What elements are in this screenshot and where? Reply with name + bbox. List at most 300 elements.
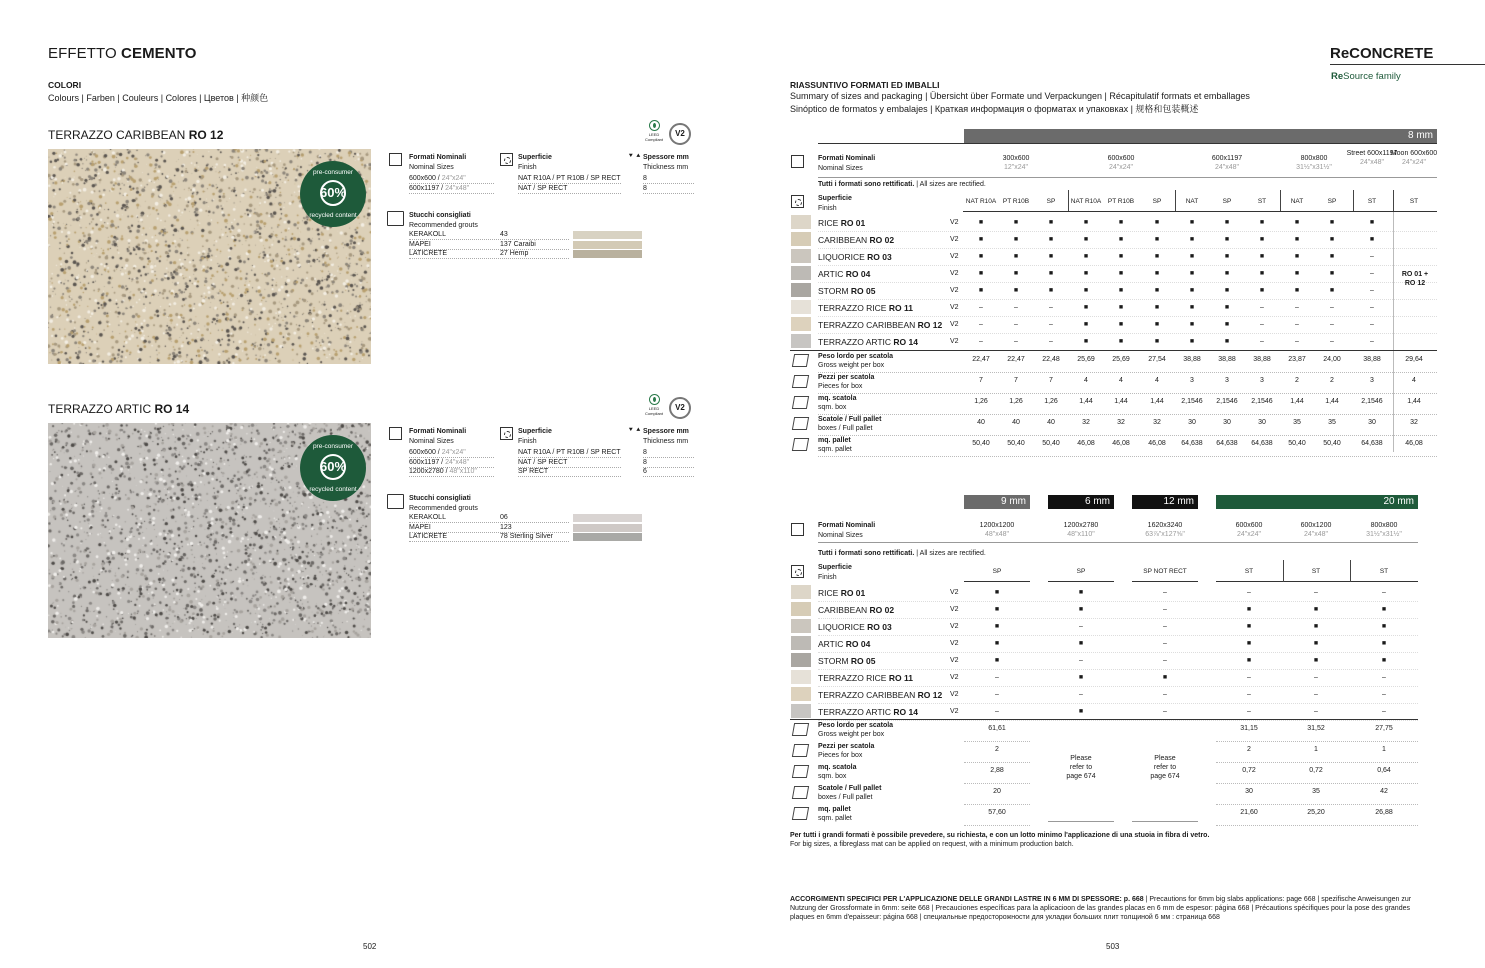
family-logo: ReSource family xyxy=(1331,71,1401,82)
availability-cell: ■ xyxy=(1294,236,1300,243)
size-mm: Street 600x1197 xyxy=(1346,150,1398,157)
grouts-subtitle: Recommended grouts xyxy=(409,504,478,512)
availability-cell: ■ xyxy=(1162,674,1168,681)
leed-icon xyxy=(645,120,663,146)
pack-value: 50,40 xyxy=(1288,440,1306,447)
availability-cell: ■ xyxy=(1259,219,1265,226)
color-prefix: TERRAZZO RICE xyxy=(818,303,887,313)
pack-value: 32 xyxy=(1153,419,1161,426)
availability-cell: – xyxy=(1163,623,1167,630)
pack-value: 26,88 xyxy=(1375,809,1393,816)
leed-label: LEED Compliant xyxy=(645,132,664,142)
availability-cell: ■ xyxy=(1154,270,1160,277)
row-divider xyxy=(643,476,694,477)
formats-title: Formati Nominali xyxy=(818,155,876,162)
pack-label xyxy=(818,415,881,433)
pack-subtitle: sqm. pallet xyxy=(818,446,852,453)
availability-cell: ■ xyxy=(1083,321,1089,328)
pack-value: 2,1546 xyxy=(1251,398,1273,405)
pack-value: 7 xyxy=(1014,377,1018,384)
row-divider xyxy=(964,741,1030,742)
finish-icon xyxy=(500,153,513,166)
tile-color-swatch xyxy=(791,585,811,599)
badge-top-text: pre-consumer xyxy=(312,443,354,450)
grout-brand: LATICRETE xyxy=(409,250,447,257)
rectified-rest: | All sizes are rectified. xyxy=(916,550,986,557)
finish-col-label: SP xyxy=(1046,198,1056,205)
size-inch: 24"x24" xyxy=(441,449,466,456)
thickness-value: 8 xyxy=(643,175,647,182)
pack-value: 40 xyxy=(1047,419,1055,426)
pack-value: 2,1546 xyxy=(1361,398,1383,405)
tile-color-swatch xyxy=(791,334,811,348)
size-mm: 800x800 xyxy=(1370,522,1398,529)
format-size xyxy=(1284,154,1344,172)
finish-title: Superficie xyxy=(518,428,552,435)
colori-subtitle: Colours | Farben | Couleurs | Colores | Цветов | 种颜色 xyxy=(48,93,269,103)
size-mm: 1620x3240 xyxy=(1147,522,1183,529)
availability-cell: – xyxy=(1049,321,1053,328)
availability-cell: ■ xyxy=(1154,236,1160,243)
availability-cell: – xyxy=(1295,321,1299,328)
finish-col-label: ST xyxy=(1379,568,1389,575)
availability-cell: ■ xyxy=(1048,219,1054,226)
availability-cell: ■ xyxy=(1329,270,1335,277)
pack-value: 25,69 xyxy=(1077,356,1095,363)
availability-cell: – xyxy=(995,708,999,715)
finish-subtitle: Finish xyxy=(818,204,837,212)
availability-cell: – xyxy=(1163,708,1167,715)
v2-label: V2 xyxy=(950,270,959,277)
availability-cell: ■ xyxy=(1083,236,1089,243)
row-divider xyxy=(409,193,494,194)
finish-col-label: SP xyxy=(1327,198,1337,205)
availability-cell: ■ xyxy=(1013,219,1019,226)
availability-cell: ■ xyxy=(1246,606,1252,613)
availability-cell: – xyxy=(1247,589,1251,596)
box-icon xyxy=(792,723,809,736)
color-name xyxy=(818,286,876,296)
pack-value: 29,64 xyxy=(1405,356,1423,363)
color-prefix: LIQUORICE xyxy=(818,252,865,262)
availability-cell: ■ xyxy=(1224,287,1230,294)
availability-cell: – xyxy=(1370,338,1374,345)
pack-value: 38,88 xyxy=(1218,356,1236,363)
grout-color-swatch xyxy=(573,231,642,239)
v2-label: V2 xyxy=(950,640,959,647)
pack-value: 50,40 xyxy=(972,440,990,447)
v2-label: V2 xyxy=(950,589,959,596)
color-name xyxy=(818,673,913,683)
color-prefix: TERRAZZO CARIBBEAN xyxy=(818,690,916,700)
color-prefix: RICE xyxy=(818,588,839,598)
pack-value: 2 xyxy=(1295,377,1299,384)
availability-cell: ■ xyxy=(1313,623,1319,630)
thickness-bar: 6 mm xyxy=(1048,495,1114,509)
availability-cell: – xyxy=(1370,253,1374,260)
availability-cell: ■ xyxy=(1329,219,1335,226)
availability-cell: ■ xyxy=(1189,321,1195,328)
color-name xyxy=(818,337,918,347)
pack-value: 30 xyxy=(1258,419,1266,426)
availability-cell: ■ xyxy=(994,640,1000,647)
v2-icon: V2 xyxy=(669,397,691,419)
v2-label: V2 xyxy=(950,338,959,345)
thickness-icon: ⯆ ⯅ xyxy=(628,427,642,434)
pack-value: 31,52 xyxy=(1307,725,1325,732)
color-prefix: TERRAZZO ARTIC xyxy=(818,707,892,717)
formats-header xyxy=(818,521,875,540)
availability-cell: ■ xyxy=(1313,606,1319,613)
pack-value: 1,26 xyxy=(974,398,988,405)
row-divider xyxy=(818,414,1437,415)
pack-value: 32 xyxy=(1410,419,1418,426)
pack-value: 25,69 xyxy=(1112,356,1130,363)
pack-value: 30 xyxy=(1223,419,1231,426)
finish-subtitle: Finish xyxy=(818,573,837,581)
row-divider xyxy=(818,686,1418,687)
size-inch: 24"x48" xyxy=(1214,164,1240,171)
pack-value: 32 xyxy=(1082,419,1090,426)
availability-cell: – xyxy=(1247,708,1251,715)
grout-color-swatch xyxy=(573,524,642,532)
color-code: RO 11 xyxy=(888,303,913,313)
badge-bottom-text: recycled content xyxy=(309,212,357,219)
row-divider xyxy=(643,467,694,468)
color-name xyxy=(818,707,918,717)
availability-cell: – xyxy=(1049,338,1053,345)
box-icon xyxy=(792,438,809,451)
pack-value: 23,87 xyxy=(1288,356,1306,363)
v2-label: V2 xyxy=(950,606,959,613)
format-size xyxy=(986,154,1046,172)
thickness-bar: 9 mm xyxy=(964,495,1030,509)
grouts-header xyxy=(409,494,478,513)
brand-divider xyxy=(1330,64,1485,65)
size-inch: 48"x110" xyxy=(1067,531,1095,538)
v2-label: V2 xyxy=(950,708,959,715)
pack-value: 64,638 xyxy=(1251,440,1273,447)
size-mm: 1200x2780 xyxy=(1063,522,1099,529)
pack-title: mq. pallet xyxy=(818,806,851,813)
pack-value: 38,88 xyxy=(1253,356,1271,363)
pack-value: 7 xyxy=(979,377,983,384)
availability-cell: ■ xyxy=(1294,287,1300,294)
color-code: RO 05 xyxy=(850,656,876,666)
pack-value: 57,60 xyxy=(988,809,1006,816)
availability-cell: ■ xyxy=(1224,270,1230,277)
grout-brand: MAPEI xyxy=(409,523,431,531)
finish-header xyxy=(818,194,852,213)
availability-cell: ■ xyxy=(1048,287,1054,294)
header-rule xyxy=(818,177,1437,178)
size-mm: Moon 600x600 xyxy=(1390,150,1438,157)
tile-color-swatch xyxy=(791,704,811,718)
color-code: RO 01 xyxy=(840,218,866,228)
column-divider xyxy=(1175,190,1176,212)
precautions-note: ACCORGIMENTI SPECIFICI PER L'APPLICAZIONE DELLE GRANDI LASTRE IN 6 MM DI SPESSORE: p. 668 | Precautions for 6mm big slabs applications: page 668 | spezifische Anweisungen zur Nutzung der Grossformate in 6mm: seite 668 | Precauciones específicas para la aplicacioon de las grandes placas en 6 mm de espesor: página 668 | Précautions spécifiques pour la pose des grandes plaques en 6mm d'epaisseur: página 668 | специальные предосторожности для укладки больших плит толщиной 6 мм : страница 668 xyxy=(790,896,1412,921)
color-prefix: CARIBBEAN xyxy=(818,235,868,245)
product-code: RO 14 xyxy=(154,402,190,416)
pack-label xyxy=(818,394,857,412)
pack-value: 46,08 xyxy=(1148,440,1166,447)
size-mm: 600x1200 xyxy=(1300,522,1332,529)
formats-title: Formati Nominali xyxy=(818,522,876,529)
availability-cell: ■ xyxy=(1083,253,1089,260)
finish-rule xyxy=(1048,581,1114,582)
finish-col-label: SP xyxy=(1076,568,1086,575)
availability-cell: ■ xyxy=(1078,708,1084,715)
availability-cell: ■ xyxy=(1381,606,1387,613)
size-mm: 300x600 xyxy=(1002,155,1030,162)
pack-value: 21,60 xyxy=(1240,809,1258,816)
availability-cell: – xyxy=(1014,321,1018,328)
tile-color-swatch xyxy=(791,249,811,263)
availability-cell: ■ xyxy=(1189,270,1195,277)
v2-label: V2 xyxy=(950,321,959,328)
pack-label xyxy=(818,763,857,781)
availability-cell: ■ xyxy=(1078,674,1084,681)
v2-label: V2 xyxy=(950,691,959,698)
availability-cell: ■ xyxy=(1118,338,1124,345)
formats-subtitle: Nominal Sizes xyxy=(409,437,454,445)
row-divider xyxy=(818,333,1437,334)
availability-cell: ■ xyxy=(1189,253,1195,260)
color-prefix: CARIBBEAN xyxy=(818,605,868,615)
row-divider xyxy=(1216,804,1418,805)
format-size xyxy=(1352,521,1416,539)
color-name xyxy=(818,218,865,228)
format-icon xyxy=(791,155,804,168)
pack-value: 20 xyxy=(993,788,1001,795)
product-title xyxy=(48,128,223,142)
format-icon xyxy=(389,153,402,166)
availability-cell: – xyxy=(1163,657,1167,664)
row-divider xyxy=(964,783,1030,784)
refer-note: Please refer to page 674 xyxy=(1066,755,1096,780)
pack-value: 7 xyxy=(1049,377,1053,384)
row-divider xyxy=(409,258,569,259)
availability-cell: ■ xyxy=(1224,236,1230,243)
color-code: RO 04 xyxy=(845,639,871,649)
row-divider xyxy=(643,193,694,194)
availability-cell: – xyxy=(1163,589,1167,596)
format-size xyxy=(965,521,1029,539)
pack-value: 3 xyxy=(1370,377,1374,384)
refer-rule xyxy=(1132,821,1198,822)
finish-title: Superficie xyxy=(518,154,552,161)
color-code: RO 14 xyxy=(893,337,918,347)
product-name-prefix: TERRAZZO ARTIC xyxy=(48,402,152,416)
box-icon xyxy=(792,396,809,409)
pack-value: 0,72 xyxy=(1309,767,1323,774)
availability-cell: ■ xyxy=(1224,338,1230,345)
pack-value: 50,40 xyxy=(1042,440,1060,447)
availability-cell: – xyxy=(1260,304,1264,311)
thickness-value: 8 xyxy=(643,449,647,456)
size-mm: 600x1197 / xyxy=(409,184,444,192)
availability-cell: – xyxy=(1079,657,1083,664)
finish-rule xyxy=(964,581,1030,582)
pack-value: 1,26 xyxy=(1009,398,1023,405)
pack-value: 1,44 xyxy=(1114,398,1128,405)
size-inch: 24"x48" xyxy=(1303,531,1329,538)
color-code: RO 01 xyxy=(840,588,866,598)
color-name xyxy=(818,656,876,666)
availability-cell: ■ xyxy=(1048,236,1054,243)
finish-col-label: ST xyxy=(1367,198,1377,205)
thickness-bar: 20 mm xyxy=(1216,495,1418,509)
color-prefix: RICE xyxy=(818,218,839,228)
formats-header xyxy=(409,153,466,172)
availability-cell: ■ xyxy=(1246,657,1252,664)
thickness-title: Spessore mm xyxy=(643,428,689,435)
grout-code: 78 Sterling Silver xyxy=(500,533,553,540)
availability-cell: ■ xyxy=(1189,338,1195,345)
pack-title: mq. scatola xyxy=(818,395,857,402)
availability-cell: ■ xyxy=(978,253,984,260)
color-prefix: TERRAZZO ARTIC xyxy=(818,337,892,347)
pack-subtitle: Gross weight per box xyxy=(818,731,885,738)
availability-cell: ■ xyxy=(1224,219,1230,226)
finish-col-label: SP xyxy=(1222,198,1232,205)
pack-subtitle: Gross weight per box xyxy=(818,362,885,369)
color-prefix: LIQUORICE xyxy=(818,622,865,632)
availability-cell: – xyxy=(979,304,983,311)
v2-label: V2 xyxy=(950,657,959,664)
pack-value: 4 xyxy=(1084,377,1088,384)
pack-value: 31,15 xyxy=(1240,725,1258,732)
tile-color-swatch xyxy=(791,266,811,280)
availability-cell: – xyxy=(1247,691,1251,698)
finish-col-label: NAT xyxy=(1290,198,1304,205)
badge-percent: 60% xyxy=(319,185,347,200)
finish-value: NAT / SP RECT xyxy=(518,184,568,192)
page-number-left: 502 xyxy=(363,942,377,951)
color-prefix: STORM xyxy=(818,286,849,296)
finish-col-label: PT R10B xyxy=(1107,198,1135,205)
availability-cell: ■ xyxy=(1048,253,1054,260)
availability-cell: – xyxy=(1382,589,1386,596)
availability-cell: – xyxy=(1330,338,1334,345)
pack-title: mq. scatola xyxy=(818,764,857,771)
finish-value: NAT / SP RECT xyxy=(518,458,568,466)
pack-title: Scatole / Full pallet xyxy=(818,785,882,792)
availability-cell: – xyxy=(1330,321,1334,328)
size-mm: 600x600 xyxy=(1107,155,1135,162)
finish-col-label: NAT R10A xyxy=(1070,198,1102,205)
color-name xyxy=(818,269,870,279)
availability-cell: ■ xyxy=(1224,321,1230,328)
format-size xyxy=(1217,521,1281,539)
pack-rule xyxy=(790,719,1418,720)
availability-cell: ■ xyxy=(1294,270,1300,277)
pack-value: 2,88 xyxy=(990,767,1004,774)
availability-cell: – xyxy=(1163,691,1167,698)
pack-value: 24,00 xyxy=(1323,356,1341,363)
color-name xyxy=(818,320,942,330)
v2-label: V2 xyxy=(950,674,959,681)
availability-cell: ■ xyxy=(994,623,1000,630)
row-divider xyxy=(818,618,1418,619)
availability-cell: – xyxy=(1314,691,1318,698)
pack-label xyxy=(818,742,874,760)
availability-cell: ■ xyxy=(1154,253,1160,260)
product-title xyxy=(48,402,189,416)
color-prefix: ARTIC xyxy=(818,639,844,649)
column-divider xyxy=(1283,560,1284,582)
availability-cell: ■ xyxy=(1083,270,1089,277)
box-icon xyxy=(792,807,809,820)
grout-code: 06 xyxy=(500,514,508,521)
finish-col-label: NAT xyxy=(1185,198,1199,205)
availability-cell: ■ xyxy=(1118,236,1124,243)
color-code: RO 05 xyxy=(850,286,876,296)
size-mm: 600x600 / xyxy=(409,175,440,182)
size-inch: 24"x24" xyxy=(1401,159,1427,166)
thickness-header xyxy=(643,427,689,446)
row-divider xyxy=(409,522,569,523)
availability-cell: ■ xyxy=(1013,236,1019,243)
size-mm: 600x600 xyxy=(1235,522,1263,529)
availability-cell: ■ xyxy=(1013,287,1019,294)
row-divider xyxy=(818,435,1437,436)
pack-title: Pezzi per scatola xyxy=(818,374,875,381)
tile-color-swatch xyxy=(791,317,811,331)
availability-cell: ■ xyxy=(1154,321,1160,328)
size-inch: 24"x24" xyxy=(441,175,466,182)
availability-cell: ■ xyxy=(1381,657,1387,664)
grout-brand: MAPEI xyxy=(409,240,431,248)
pack-label xyxy=(818,436,852,454)
brand-title: ReCONCRETE xyxy=(1330,45,1434,62)
refer-note: Please refer to page 674 xyxy=(1150,755,1180,780)
color-name xyxy=(818,303,913,313)
column-divider xyxy=(1350,560,1351,582)
thickness-header xyxy=(643,153,689,172)
availability-cell: – xyxy=(1314,674,1318,681)
thickness-subtitle: Thickness mm xyxy=(643,163,689,171)
badge-percent: 60% xyxy=(319,459,347,474)
finish-icon xyxy=(791,565,804,578)
availability-cell: ■ xyxy=(1083,287,1089,294)
pack-title: Scatole / Full pallet xyxy=(818,416,882,423)
pack-value: 64,638 xyxy=(1361,440,1383,447)
trowel-icon xyxy=(387,211,404,226)
grouts-subtitle: Recommended grouts xyxy=(409,221,478,229)
format-icon xyxy=(791,523,804,536)
pack-value: 50,40 xyxy=(1323,440,1341,447)
v2-label: V2 xyxy=(950,236,959,243)
pack-value: 64,638 xyxy=(1181,440,1203,447)
availability-cell: – xyxy=(1079,623,1083,630)
pack-value: 35 xyxy=(1328,419,1336,426)
availability-cell: ■ xyxy=(1294,253,1300,260)
availability-cell: – xyxy=(1163,606,1167,613)
pack-value: 4 xyxy=(1155,377,1159,384)
leaf-icon xyxy=(649,394,660,405)
finish-rule xyxy=(1132,581,1198,582)
availability-cell: ■ xyxy=(1224,253,1230,260)
pack-value: 40 xyxy=(1012,419,1020,426)
size-inch: 48"x110" xyxy=(449,468,477,475)
availability-cell: ■ xyxy=(1381,640,1387,647)
header-rule xyxy=(818,542,1418,543)
availability-cell: – xyxy=(1260,321,1264,328)
page-title-left: EFFETTO CEMENTO xyxy=(48,45,197,62)
size-inch: 12"x24" xyxy=(1003,164,1029,171)
size-mm: 1200x1200 xyxy=(979,522,1015,529)
